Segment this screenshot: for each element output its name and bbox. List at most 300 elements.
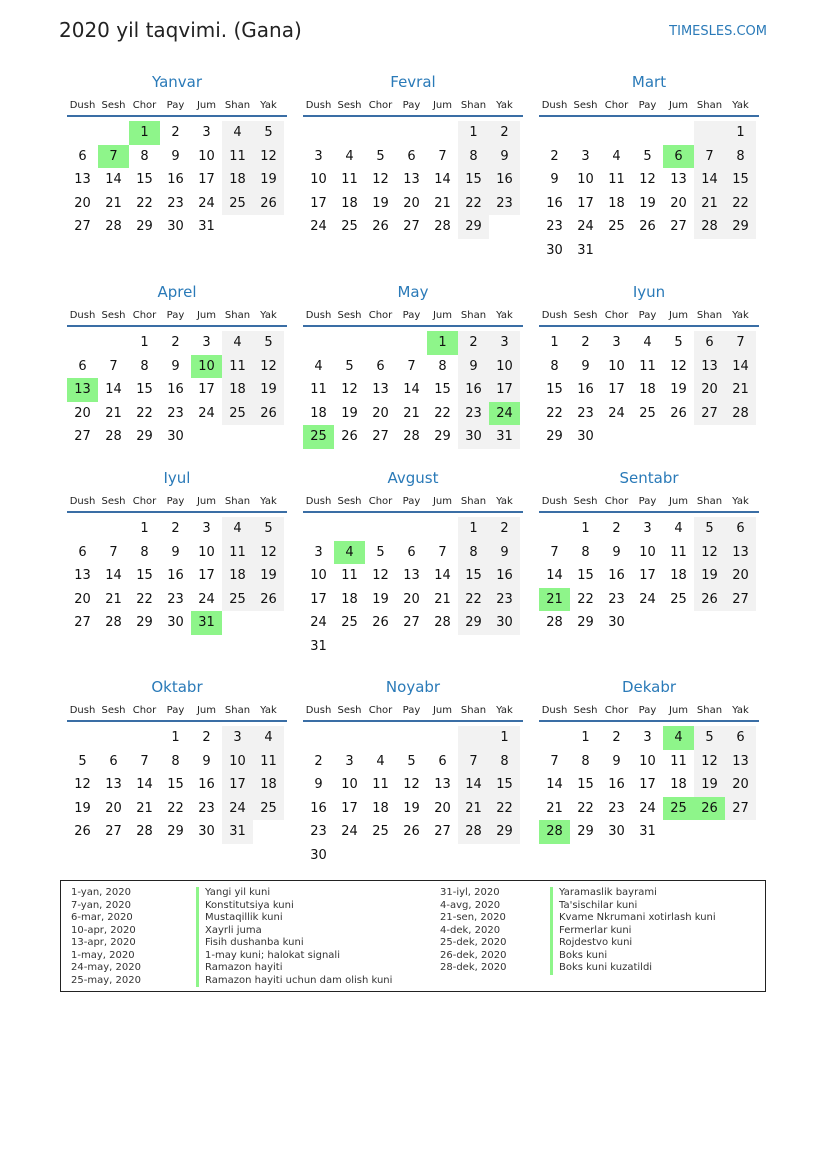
day-cell[interactable]: 26 (670, 405, 687, 421)
day-cell[interactable]: 31 (222, 820, 253, 844)
day-cell[interactable]: 21 (105, 405, 122, 421)
day-cell[interactable]: 10 (198, 148, 215, 164)
day-cell[interactable]: 27 (403, 615, 420, 630)
holiday-day-cell[interactable]: 26 (694, 797, 725, 821)
day-cell[interactable]: 12 (74, 777, 91, 792)
day-cell[interactable]: 11 (310, 382, 327, 397)
day-cell[interactable]: 6 (725, 517, 756, 541)
day-cell[interactable]: 4 (674, 521, 683, 536)
day-cell[interactable]: 8 (489, 750, 520, 774)
day-cell[interactable]: 19 (341, 405, 358, 421)
day-cell[interactable]: 30 (608, 824, 625, 839)
day-cell[interactable]: 25 (670, 591, 687, 607)
day-cell[interactable]: 27 (403, 219, 420, 234)
day-cell[interactable]: 26 (403, 824, 420, 839)
day-cell[interactable]: 26 (341, 429, 358, 444)
day-cell[interactable]: 8 (140, 544, 149, 560)
day-cell[interactable]: 11 (222, 355, 253, 379)
day-cell[interactable]: 11 (670, 753, 687, 769)
day-cell[interactable]: 17 (577, 195, 594, 211)
day-cell[interactable]: 6 (725, 726, 756, 750)
day-cell[interactable]: 17 (222, 773, 253, 797)
day-cell[interactable]: 25 (341, 615, 358, 630)
day-cell[interactable]: 1 (458, 121, 489, 145)
day-cell[interactable]: 10 (639, 544, 656, 560)
day-cell[interactable]: 6 (407, 544, 416, 560)
day-cell[interactable]: 5 (407, 753, 416, 769)
day-cell[interactable]: 24 (310, 219, 327, 234)
day-cell[interactable]: 2 (612, 730, 621, 745)
day-cell[interactable]: 8 (140, 148, 149, 164)
day-cell[interactable]: 16 (577, 382, 594, 397)
holiday-day-cell[interactable]: 13 (67, 378, 98, 402)
day-cell[interactable]: 10 (310, 568, 327, 583)
day-cell[interactable]: 24 (198, 195, 215, 211)
day-cell[interactable]: 22 (136, 405, 153, 421)
day-cell[interactable]: 5 (376, 544, 385, 560)
day-cell[interactable]: 6 (376, 358, 385, 374)
day-cell[interactable]: 26 (253, 402, 284, 426)
day-cell[interactable]: 28 (546, 615, 563, 630)
day-cell[interactable]: 13 (725, 750, 756, 774)
day-cell[interactable]: 14 (434, 172, 451, 187)
day-cell[interactable]: 27 (694, 402, 725, 426)
day-cell[interactable]: 8 (438, 358, 447, 374)
day-cell[interactable]: 18 (670, 568, 687, 583)
day-cell[interactable]: 3 (489, 331, 520, 355)
day-cell[interactable]: 3 (314, 544, 323, 560)
day-cell[interactable]: 2 (202, 730, 211, 745)
day-cell[interactable]: 9 (612, 753, 621, 769)
day-cell[interactable]: 9 (612, 544, 621, 560)
day-cell[interactable]: 20 (74, 591, 91, 607)
day-cell[interactable]: 10 (198, 544, 215, 560)
day-cell[interactable]: 14 (434, 568, 451, 583)
day-cell[interactable]: 7 (458, 750, 489, 774)
day-cell[interactable]: 1 (581, 521, 590, 536)
day-cell[interactable]: 3 (643, 730, 652, 745)
day-cell[interactable]: 23 (198, 800, 215, 816)
day-cell[interactable]: 12 (694, 750, 725, 774)
day-cell[interactable]: 20 (725, 773, 756, 797)
day-cell[interactable]: 27 (74, 429, 91, 444)
day-cell[interactable]: 5 (643, 148, 652, 164)
day-cell[interactable]: 8 (581, 753, 590, 769)
day-cell[interactable]: 27 (372, 429, 389, 444)
day-cell[interactable]: 15 (136, 568, 153, 583)
day-cell[interactable]: 30 (546, 242, 563, 258)
day-cell[interactable]: 6 (78, 358, 87, 374)
day-cell[interactable]: 27 (725, 797, 756, 821)
holiday-day-cell[interactable]: 21 (539, 588, 570, 612)
day-cell[interactable]: 20 (403, 195, 420, 211)
day-cell[interactable]: 20 (694, 378, 725, 402)
day-cell[interactable]: 5 (345, 358, 354, 374)
day-cell[interactable]: 13 (372, 382, 389, 397)
day-cell[interactable]: 13 (694, 355, 725, 379)
day-cell[interactable]: 15 (167, 777, 184, 792)
day-cell[interactable]: 8 (458, 145, 489, 169)
day-cell[interactable]: 26 (372, 615, 389, 630)
day-cell[interactable]: 14 (105, 172, 122, 187)
day-cell[interactable]: 30 (167, 429, 184, 444)
day-cell[interactable]: 23 (608, 591, 625, 607)
day-cell[interactable]: 19 (670, 382, 687, 397)
day-cell[interactable]: 9 (171, 148, 180, 164)
day-cell[interactable]: 4 (376, 753, 385, 769)
day-cell[interactable]: 26 (372, 219, 389, 234)
day-cell[interactable]: 13 (74, 172, 91, 187)
day-cell[interactable]: 5 (376, 148, 385, 164)
day-cell[interactable]: 25 (222, 192, 253, 216)
day-cell[interactable]: 9 (489, 145, 520, 169)
day-cell[interactable]: 30 (608, 615, 625, 630)
day-cell[interactable]: 26 (253, 192, 284, 216)
day-cell[interactable]: 22 (434, 405, 451, 421)
day-cell[interactable]: 7 (725, 331, 756, 355)
day-cell[interactable]: 10 (639, 753, 656, 769)
day-cell[interactable]: 3 (612, 335, 621, 350)
day-cell[interactable]: 8 (550, 358, 559, 374)
day-cell[interactable]: 14 (694, 168, 725, 192)
day-cell[interactable]: 22 (489, 797, 520, 821)
day-cell[interactable]: 23 (167, 591, 184, 607)
day-cell[interactable]: 11 (222, 145, 253, 169)
day-cell[interactable]: 21 (725, 378, 756, 402)
day-cell[interactable]: 22 (546, 405, 563, 421)
day-cell[interactable]: 28 (105, 615, 122, 630)
day-cell[interactable]: 24 (198, 591, 215, 607)
day-cell[interactable]: 28 (105, 219, 122, 234)
day-cell[interactable]: 1 (171, 730, 180, 745)
day-cell[interactable]: 7 (694, 145, 725, 169)
day-cell[interactable]: 28 (105, 429, 122, 444)
day-cell[interactable]: 13 (403, 568, 420, 583)
day-cell[interactable]: 1 (140, 335, 149, 350)
holiday-day-cell[interactable]: 25 (663, 797, 694, 821)
day-cell[interactable]: 3 (222, 726, 253, 750)
day-cell[interactable]: 31 (310, 638, 327, 654)
day-cell[interactable]: 23 (546, 219, 563, 234)
day-cell[interactable]: 6 (78, 148, 87, 164)
day-cell[interactable]: 16 (546, 195, 563, 211)
day-cell[interactable]: 21 (403, 405, 420, 421)
day-cell[interactable]: 17 (639, 568, 656, 583)
day-cell[interactable]: 15 (546, 382, 563, 397)
day-cell[interactable]: 5 (694, 726, 725, 750)
day-cell[interactable]: 27 (670, 219, 687, 234)
day-cell[interactable]: 25 (372, 824, 389, 839)
holiday-day-cell[interactable]: 10 (191, 355, 222, 379)
day-cell[interactable]: 1 (140, 521, 149, 536)
day-cell[interactable]: 2 (171, 521, 180, 536)
day-cell[interactable]: 27 (74, 615, 91, 630)
day-cell[interactable]: 29 (434, 429, 451, 444)
day-cell[interactable]: 8 (140, 358, 149, 374)
day-cell[interactable]: 17 (198, 172, 215, 187)
day-cell[interactable]: 12 (253, 355, 284, 379)
day-cell[interactable]: 3 (202, 125, 211, 140)
day-cell[interactable]: 24 (341, 824, 358, 839)
day-cell[interactable]: 1 (581, 730, 590, 745)
day-cell[interactable]: 23 (489, 192, 520, 216)
day-cell[interactable]: 26 (639, 219, 656, 234)
day-cell[interactable]: 29 (489, 820, 520, 844)
day-cell[interactable]: 22 (577, 800, 594, 816)
holiday-day-cell[interactable]: 24 (489, 402, 520, 426)
day-cell[interactable]: 23 (310, 824, 327, 839)
day-cell[interactable]: 9 (550, 172, 559, 187)
day-cell[interactable]: 31 (577, 242, 594, 258)
day-cell[interactable]: 23 (577, 405, 594, 421)
day-cell[interactable]: 5 (253, 121, 284, 145)
day-cell[interactable]: 9 (489, 541, 520, 565)
day-cell[interactable]: 20 (74, 195, 91, 211)
day-cell[interactable]: 24 (639, 591, 656, 607)
day-cell[interactable]: 20 (434, 800, 451, 816)
day-cell[interactable]: 20 (74, 405, 91, 421)
day-cell[interactable]: 16 (608, 777, 625, 792)
day-cell[interactable]: 16 (167, 382, 184, 397)
day-cell[interactable]: 8 (458, 541, 489, 565)
day-cell[interactable]: 3 (314, 148, 323, 164)
day-cell[interactable]: 22 (136, 591, 153, 607)
day-cell[interactable]: 19 (253, 378, 284, 402)
day-cell[interactable]: 8 (171, 753, 180, 769)
day-cell[interactable]: 24 (222, 797, 253, 821)
day-cell[interactable]: 29 (458, 215, 489, 239)
day-cell[interactable]: 12 (372, 568, 389, 583)
day-cell[interactable]: 15 (434, 382, 451, 397)
day-cell[interactable]: 29 (577, 615, 594, 630)
day-cell[interactable]: 23 (608, 800, 625, 816)
day-cell[interactable]: 1 (550, 335, 559, 350)
day-cell[interactable]: 19 (403, 800, 420, 816)
day-cell[interactable]: 19 (253, 168, 284, 192)
day-cell[interactable]: 13 (670, 172, 687, 187)
day-cell[interactable]: 19 (694, 773, 725, 797)
day-cell[interactable]: 29 (136, 219, 153, 234)
day-cell[interactable]: 4 (253, 726, 284, 750)
day-cell[interactable]: 13 (403, 172, 420, 187)
day-cell[interactable]: 13 (74, 568, 91, 583)
day-cell[interactable]: 10 (489, 355, 520, 379)
day-cell[interactable]: 6 (407, 148, 416, 164)
day-cell[interactable]: 14 (403, 382, 420, 397)
day-cell[interactable]: 4 (222, 121, 253, 145)
day-cell[interactable]: 25 (639, 405, 656, 421)
day-cell[interactable]: 30 (489, 611, 520, 635)
day-cell[interactable]: 15 (458, 564, 489, 588)
day-cell[interactable]: 5 (253, 517, 284, 541)
day-cell[interactable]: 16 (310, 800, 327, 816)
holiday-day-cell[interactable]: 4 (334, 541, 365, 565)
day-cell[interactable]: 19 (253, 564, 284, 588)
day-cell[interactable]: 5 (78, 753, 87, 769)
day-cell[interactable]: 22 (725, 192, 756, 216)
day-cell[interactable]: 10 (310, 172, 327, 187)
day-cell[interactable]: 22 (458, 588, 489, 612)
day-cell[interactable]: 28 (458, 820, 489, 844)
day-cell[interactable]: 25 (222, 588, 253, 612)
day-cell[interactable]: 4 (222, 517, 253, 541)
day-cell[interactable]: 11 (608, 172, 625, 187)
day-cell[interactable]: 12 (341, 382, 358, 397)
day-cell[interactable]: 23 (458, 402, 489, 426)
day-cell[interactable]: 19 (694, 564, 725, 588)
day-cell[interactable]: 14 (105, 382, 122, 397)
day-cell[interactable]: 18 (341, 591, 358, 607)
holiday-day-cell[interactable]: 4 (663, 726, 694, 750)
day-cell[interactable]: 9 (314, 777, 323, 792)
day-cell[interactable]: 11 (372, 777, 389, 792)
day-cell[interactable]: 18 (222, 564, 253, 588)
day-cell[interactable]: 11 (222, 541, 253, 565)
day-cell[interactable]: 18 (253, 773, 284, 797)
day-cell[interactable]: 30 (167, 615, 184, 630)
day-cell[interactable]: 25 (222, 402, 253, 426)
day-cell[interactable]: 18 (608, 195, 625, 211)
day-cell[interactable]: 4 (612, 148, 621, 164)
day-cell[interactable]: 18 (639, 382, 656, 397)
day-cell[interactable]: 4 (222, 331, 253, 355)
day-cell[interactable]: 13 (725, 541, 756, 565)
day-cell[interactable]: 31 (489, 425, 520, 449)
day-cell[interactable]: 9 (458, 355, 489, 379)
day-cell[interactable]: 20 (725, 564, 756, 588)
day-cell[interactable]: 2 (489, 517, 520, 541)
day-cell[interactable]: 28 (136, 824, 153, 839)
day-cell[interactable]: 9 (581, 358, 590, 374)
day-cell[interactable]: 28 (434, 615, 451, 630)
day-cell[interactable]: 5 (253, 331, 284, 355)
day-cell[interactable]: 19 (639, 195, 656, 211)
day-cell[interactable]: 26 (253, 588, 284, 612)
day-cell[interactable]: 18 (670, 777, 687, 792)
day-cell[interactable]: 17 (310, 195, 327, 211)
day-cell[interactable]: 10 (341, 777, 358, 792)
day-cell[interactable]: 8 (725, 145, 756, 169)
day-cell[interactable]: 29 (546, 429, 563, 444)
day-cell[interactable]: 10 (608, 358, 625, 374)
day-cell[interactable]: 4 (345, 148, 354, 164)
day-cell[interactable]: 21 (136, 800, 153, 816)
day-cell[interactable]: 27 (74, 219, 91, 234)
day-cell[interactable]: 14 (546, 777, 563, 792)
day-cell[interactable]: 16 (458, 378, 489, 402)
day-cell[interactable]: 17 (198, 382, 215, 397)
day-cell[interactable]: 12 (372, 172, 389, 187)
day-cell[interactable]: 1 (458, 517, 489, 541)
day-cell[interactable]: 15 (577, 777, 594, 792)
day-cell[interactable]: 28 (725, 402, 756, 426)
holiday-day-cell[interactable]: 1 (427, 331, 458, 355)
day-cell[interactable]: 21 (434, 591, 451, 607)
day-cell[interactable]: 2 (612, 521, 621, 536)
day-cell[interactable]: 27 (105, 824, 122, 839)
day-cell[interactable]: 11 (341, 172, 358, 187)
day-cell[interactable]: 2 (171, 125, 180, 140)
day-cell[interactable]: 21 (105, 195, 122, 211)
day-cell[interactable]: 15 (136, 172, 153, 187)
day-cell[interactable]: 20 (670, 195, 687, 211)
day-cell[interactable]: 14 (136, 777, 153, 792)
day-cell[interactable]: 14 (105, 568, 122, 583)
day-cell[interactable]: 22 (577, 591, 594, 607)
day-cell[interactable]: 22 (136, 195, 153, 211)
day-cell[interactable]: 2 (458, 331, 489, 355)
day-cell[interactable]: 12 (670, 358, 687, 374)
day-cell[interactable]: 22 (458, 192, 489, 216)
day-cell[interactable]: 22 (167, 800, 184, 816)
day-cell[interactable]: 6 (109, 753, 118, 769)
day-cell[interactable]: 9 (202, 753, 211, 769)
day-cell[interactable]: 16 (167, 568, 184, 583)
day-cell[interactable]: 2 (550, 148, 559, 164)
day-cell[interactable]: 30 (198, 824, 215, 839)
day-cell[interactable]: 6 (694, 331, 725, 355)
day-cell[interactable]: 15 (458, 168, 489, 192)
day-cell[interactable]: 24 (577, 219, 594, 234)
day-cell[interactable]: 25 (608, 219, 625, 234)
holiday-day-cell[interactable]: 28 (539, 820, 570, 844)
day-cell[interactable]: 11 (639, 358, 656, 374)
day-cell[interactable]: 14 (546, 568, 563, 583)
day-cell[interactable]: 7 (438, 148, 447, 164)
day-cell[interactable]: 15 (136, 382, 153, 397)
day-cell[interactable]: 7 (550, 544, 559, 560)
day-cell[interactable]: 15 (725, 168, 756, 192)
day-cell[interactable]: 23 (167, 195, 184, 211)
day-cell[interactable]: 9 (171, 544, 180, 560)
day-cell[interactable]: 25 (253, 797, 284, 821)
day-cell[interactable]: 16 (489, 564, 520, 588)
day-cell[interactable]: 4 (314, 358, 323, 374)
day-cell[interactable]: 16 (489, 168, 520, 192)
day-cell[interactable]: 7 (550, 753, 559, 769)
day-cell[interactable]: 27 (725, 588, 756, 612)
day-cell[interactable]: 7 (407, 358, 416, 374)
day-cell[interactable]: 2 (489, 121, 520, 145)
day-cell[interactable]: 25 (341, 219, 358, 234)
day-cell[interactable]: 21 (694, 192, 725, 216)
day-cell[interactable]: 5 (694, 517, 725, 541)
day-cell[interactable]: 29 (577, 824, 594, 839)
day-cell[interactable]: 28 (694, 215, 725, 239)
day-cell[interactable]: 14 (458, 773, 489, 797)
day-cell[interactable]: 16 (608, 568, 625, 583)
day-cell[interactable]: 19 (372, 195, 389, 211)
day-cell[interactable]: 3 (202, 521, 211, 536)
day-cell[interactable]: 24 (608, 405, 625, 421)
day-cell[interactable]: 11 (670, 544, 687, 560)
day-cell[interactable]: 23 (167, 405, 184, 421)
day-cell[interactable]: 12 (253, 145, 284, 169)
day-cell[interactable]: 9 (171, 358, 180, 374)
day-cell[interactable]: 21 (434, 195, 451, 211)
day-cell[interactable]: 7 (140, 753, 149, 769)
day-cell[interactable]: 28 (434, 219, 451, 234)
day-cell[interactable]: 29 (458, 611, 489, 635)
day-cell[interactable]: 24 (198, 405, 215, 421)
day-cell[interactable]: 2 (171, 335, 180, 350)
day-cell[interactable]: 2 (314, 753, 323, 769)
day-cell[interactable]: 26 (74, 824, 91, 839)
holiday-day-cell[interactable]: 1 (129, 121, 160, 145)
day-cell[interactable]: 1 (725, 121, 756, 145)
day-cell[interactable]: 21 (458, 797, 489, 821)
day-cell[interactable]: 3 (643, 521, 652, 536)
